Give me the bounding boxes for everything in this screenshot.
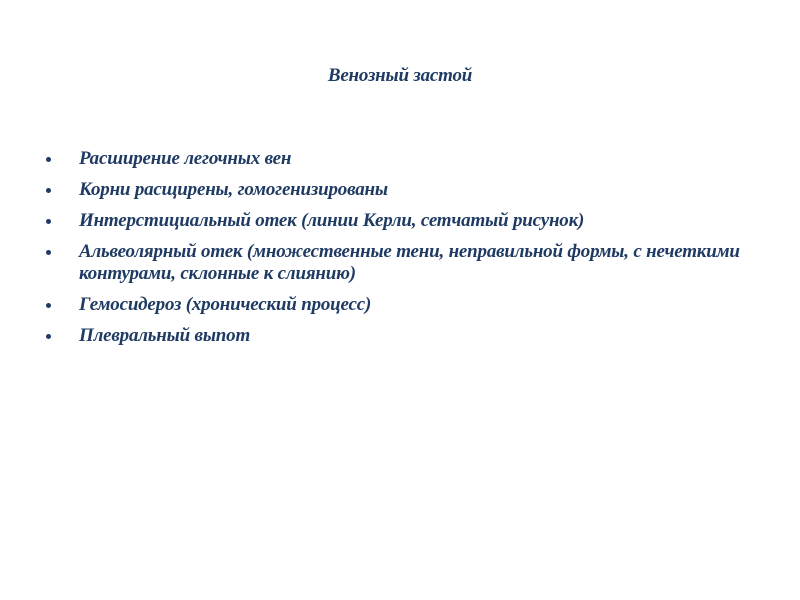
bullet-item (42, 325, 762, 347)
bullet-dot-icon (46, 250, 51, 255)
bullet-text: Альвеолярный отек (множественные тени, неправильной формы, с нечеткими контурами, склонные к слиянию) (79, 241, 740, 284)
bullet-dot-icon (46, 334, 51, 339)
bullet-list (42, 148, 762, 356)
bullet-dot-icon (46, 157, 51, 162)
bullet-dot-icon (46, 303, 51, 308)
bullet-text: Расширение легочных вен (79, 148, 292, 169)
bullet-dot-icon (46, 219, 51, 224)
bullet-dot-icon (46, 188, 51, 193)
bullet-item (42, 148, 762, 170)
bullet-text: Корни расщирены, гомогенизированы (79, 179, 388, 200)
bullet-item (42, 210, 762, 232)
bullet-item (42, 294, 762, 316)
bullet-text: Интерстициальный отек (линии Керли, сетчатый рисунок) (79, 210, 585, 231)
slide-title: Венозный застой (327, 65, 473, 86)
bullet-item (42, 241, 762, 285)
bullet-item (42, 179, 762, 201)
bullet-text: Плевральный выпот (79, 325, 251, 346)
bullet-text: Гемосидероз (хронический процесс) (79, 294, 372, 315)
